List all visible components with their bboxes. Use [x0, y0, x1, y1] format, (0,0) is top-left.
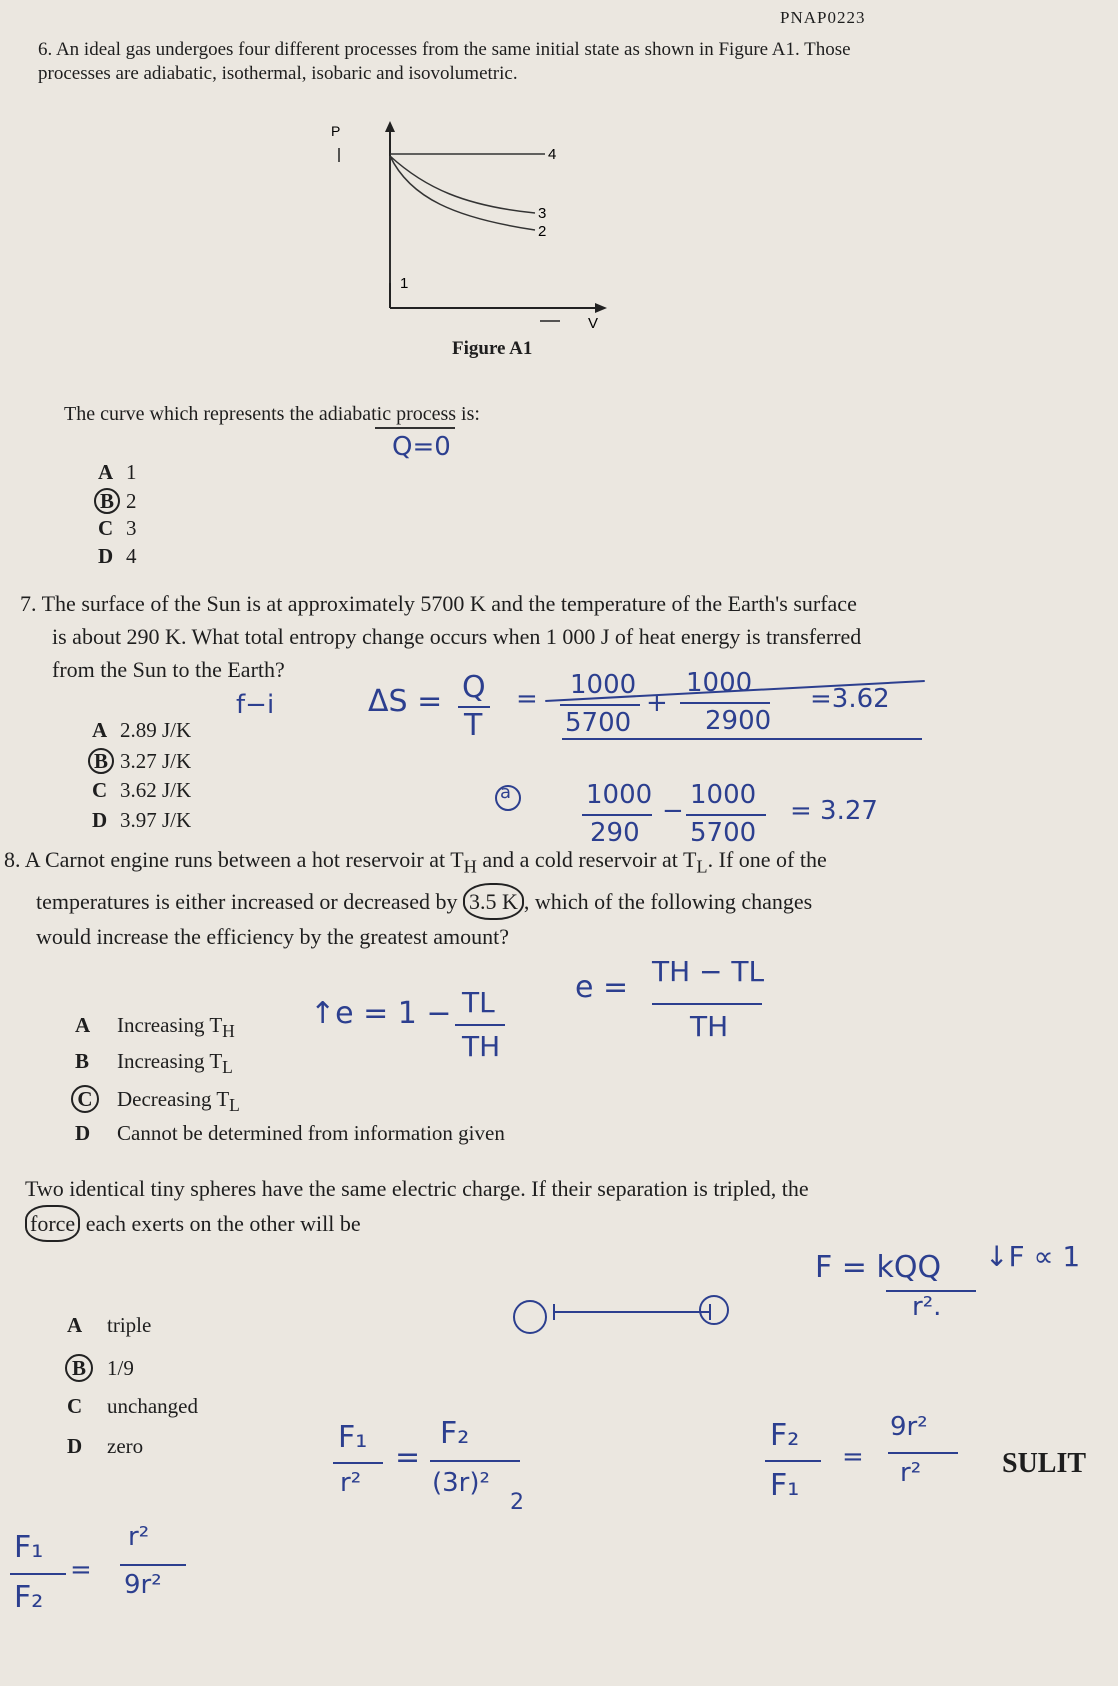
curve-label-3: 3 — [538, 205, 547, 222]
q9-option-c[interactable]: C unchanged — [67, 1394, 198, 1418]
paper-code: PNAP0223 — [780, 8, 866, 27]
question-text: An ideal gas undergoes four different processes from the same initial state as shown in Figure A1. Those processes are adiabatic, isothermal, isobaric and isovolumetric. — [38, 39, 851, 84]
q6-option-c[interactable]: C 3 — [98, 516, 137, 540]
curve-label-1: 1 — [400, 275, 409, 292]
p-label: P — [331, 123, 341, 139]
question-6-stem — [38, 38, 898, 86]
q6-option-b[interactable]: B 2 — [98, 488, 137, 514]
figure-caption: Figure A1 — [452, 338, 533, 359]
underline-adiabatic — [375, 427, 455, 429]
q7-option-a[interactable]: A 2.89 J/K — [92, 718, 192, 742]
crossed-out-working-2 — [562, 738, 922, 740]
question-8-stem: 8. A Carnot engine runs between a hot reservoir at $T_H$ and a cold reservoir at $T_L$. If one of the temperatures is either increased or decreased by 3.5 K , which of the following changes would increase the efficiency by the greatest amount? — [4, 847, 827, 950]
q9-option-a[interactable]: A triple — [67, 1313, 152, 1337]
curve-label-2: 2 — [538, 223, 547, 240]
handwritten-note: Q=0 — [392, 432, 451, 462]
q8-option-a[interactable]: A Increasing $T_H$ — [75, 1013, 235, 1042]
question-7-stem: 7. The surface of the Sun is at approximately 5700 K and the temperature of the Earth's surface is about 290 K. What total entropy change occurs when 1 000 J of heat energy is transferred from the Sun to the Earth? — [20, 591, 862, 682]
q6-option-d[interactable]: D 4 — [98, 544, 137, 568]
q7-option-d[interactable]: D 3.97 J/K — [92, 808, 192, 832]
q7-option-b[interactable]: B 3.27 J/K — [92, 748, 191, 774]
q8-option-c[interactable]: C Decreasing $T_L$ — [75, 1085, 240, 1116]
question-number: 6. — [38, 39, 53, 60]
q9-option-b[interactable]: B 1/9 — [67, 1354, 134, 1382]
q9-option-d[interactable]: D zero — [67, 1434, 144, 1458]
curve-2 — [390, 156, 535, 230]
v-label: V — [588, 315, 599, 332]
v-axis-arrow — [595, 303, 607, 313]
sulit-stamp: SULIT — [1002, 1448, 1087, 1479]
curve-label-4: 4 — [548, 146, 557, 163]
question-9-stem: Two identical tiny spheres have the same electric charge. If their separation is tripled, the force each exerts on the other will be — [25, 1172, 1115, 1242]
q8-option-d[interactable]: D Cannot be determined from information given — [75, 1121, 505, 1145]
question-6-prompt: The curve which represents the adiabatic process is: — [64, 403, 480, 425]
q8-option-b[interactable]: B Increasing $T_L$ — [75, 1049, 233, 1078]
p-axis-arrow — [385, 121, 395, 132]
spheres-sketch — [510, 1290, 740, 1340]
q7-option-c[interactable]: C 3.62 J/K — [92, 778, 192, 802]
pv-diagram — [331, 118, 655, 348]
q6-option-a[interactable]: A 1 — [98, 460, 137, 484]
